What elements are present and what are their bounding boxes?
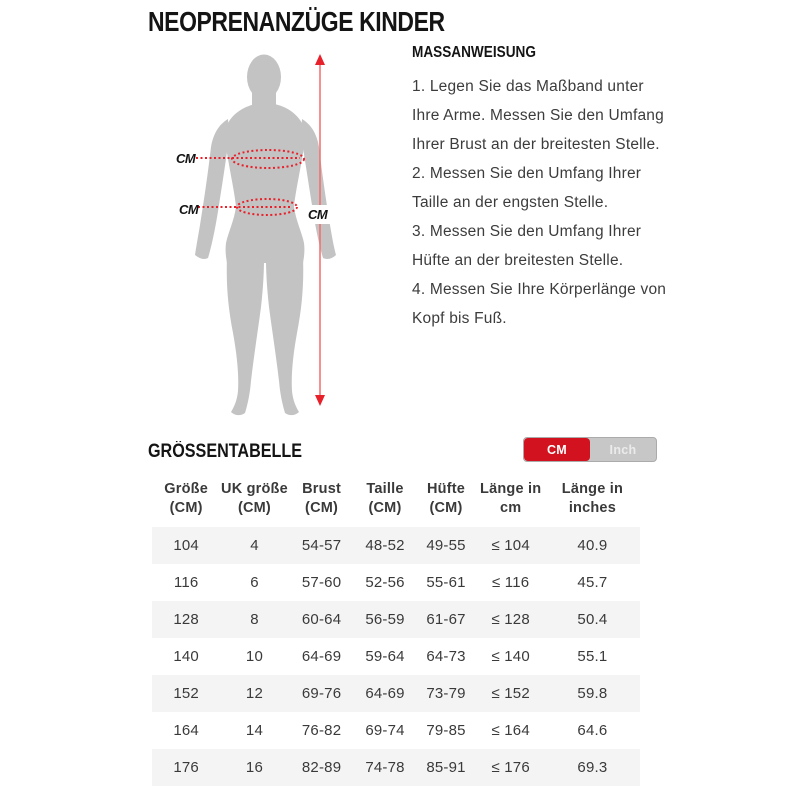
size-table [152,478,640,786]
col-brust: Brust (CM) [302,481,341,516]
table-row [152,749,640,786]
table-row [152,601,640,638]
table-cell: 56-59 [365,611,405,628]
table-cell: 64.6 [577,722,608,739]
table-cell: 64-73 [426,648,466,665]
header-row [152,478,640,527]
table-cell: 64-69 [301,648,342,665]
chest-cm-label: CM [176,151,196,166]
table-cell: ≤ 128 [491,611,530,628]
col-uk-groesse: UK größe (CM) [221,481,288,516]
size-table-header [152,478,640,527]
table-cell: 60-64 [301,611,342,628]
table-cell: 64-69 [365,685,405,702]
size-table-heading: GRÖSSENTABELLE [148,441,303,462]
instruction-step: 1. Legen Sie das Maßband unter Ihre Arme. Messen Sie den Umfang Ihrer Brust an der breitesten Stelle. [412,78,664,153]
table-row [152,675,640,712]
waist-cm-label: CM [179,202,199,217]
table-cell: 48-52 [365,537,405,554]
table-cell: ≤ 140 [491,648,530,665]
table-cell: ≤ 104 [491,537,530,554]
table-cell: 176 [173,759,199,776]
table-cell: 128 [173,611,199,628]
table-row [152,638,640,675]
table-cell: 14 [245,722,264,739]
col-taille: Taille (CM) [366,481,404,516]
table-cell: 140 [173,648,199,665]
col-laenge-cm: Länge in cm [480,481,542,516]
table-cell: 74-78 [365,759,405,776]
table-cell: 10 [245,648,264,665]
unit-toggle [523,437,657,462]
table-cell: 85-91 [426,759,466,776]
table-cell: 50.4 [577,611,608,628]
instruction-step: 4. Messen Sie Ihre Körperlänge von Kopf bis Fuß. [412,281,667,327]
table-cell: 59.8 [577,685,608,702]
table-cell: 54-57 [301,537,342,554]
size-table-body [152,527,640,786]
table-cell: 104 [173,537,199,554]
table-cell: ≤ 176 [491,759,530,776]
table-cell: 52-56 [365,574,405,591]
table-row [152,564,640,601]
table-cell: 76-82 [301,722,342,739]
table-cell: 69-74 [365,722,405,739]
table-cell: 6 [250,574,259,591]
table-cell: 16 [245,759,264,776]
table-cell: 59-64 [365,648,405,665]
col-huefte: Hüfte (CM) [426,481,466,516]
table-row [152,712,640,749]
col-groesse: Größe (CM) [164,481,208,516]
table-row [152,527,640,564]
table-cell: 61-67 [426,611,466,628]
body-silhouette [195,55,336,416]
measurement-figure [148,45,408,445]
table-cell: 79-85 [426,722,466,739]
body-silhouette-figure [148,45,408,445]
table-cell: ≤ 152 [491,685,530,702]
table-cell: ≤ 116 [491,574,530,591]
table-cell: 4 [250,537,259,554]
height-cm-label: CM [308,207,328,222]
table-cell: 8 [250,611,259,628]
table-cell: 69.3 [577,759,608,776]
table-cell: 69-76 [301,685,342,702]
table-cell: 40.9 [577,537,608,554]
instruction-step: 2. Messen Sie den Umfang Ihrer Taille an der engsten Stelle. [412,165,642,211]
table-cell: 73-79 [426,685,466,702]
table-cell: 152 [173,685,199,702]
unit-cm-button[interactable]: CM [524,438,590,461]
table-cell: 49-55 [426,537,466,554]
table-cell: 57-60 [301,574,342,591]
table-cell: ≤ 164 [491,722,530,739]
table-cell: 45.7 [577,574,608,591]
instruction-step: 3. Messen Sie den Umfang Ihrer Hüfte an der breitesten Stelle. [412,223,642,269]
instructions-heading: MASSANWEISUNG [412,44,536,61]
table-cell: 55-61 [426,574,466,591]
table-cell: 82-89 [301,759,342,776]
col-laenge-inches: Länge in inches [561,481,624,516]
table-cell: 12 [245,685,264,702]
page-title: NEOPRENANZÜGE KINDER [148,6,445,37]
table-cell: 164 [173,722,199,739]
table-cell: 116 [173,574,199,591]
measurement-instructions [412,44,668,333]
unit-inch-button[interactable]: Inch [590,438,656,461]
table-cell: 55.1 [577,648,608,665]
